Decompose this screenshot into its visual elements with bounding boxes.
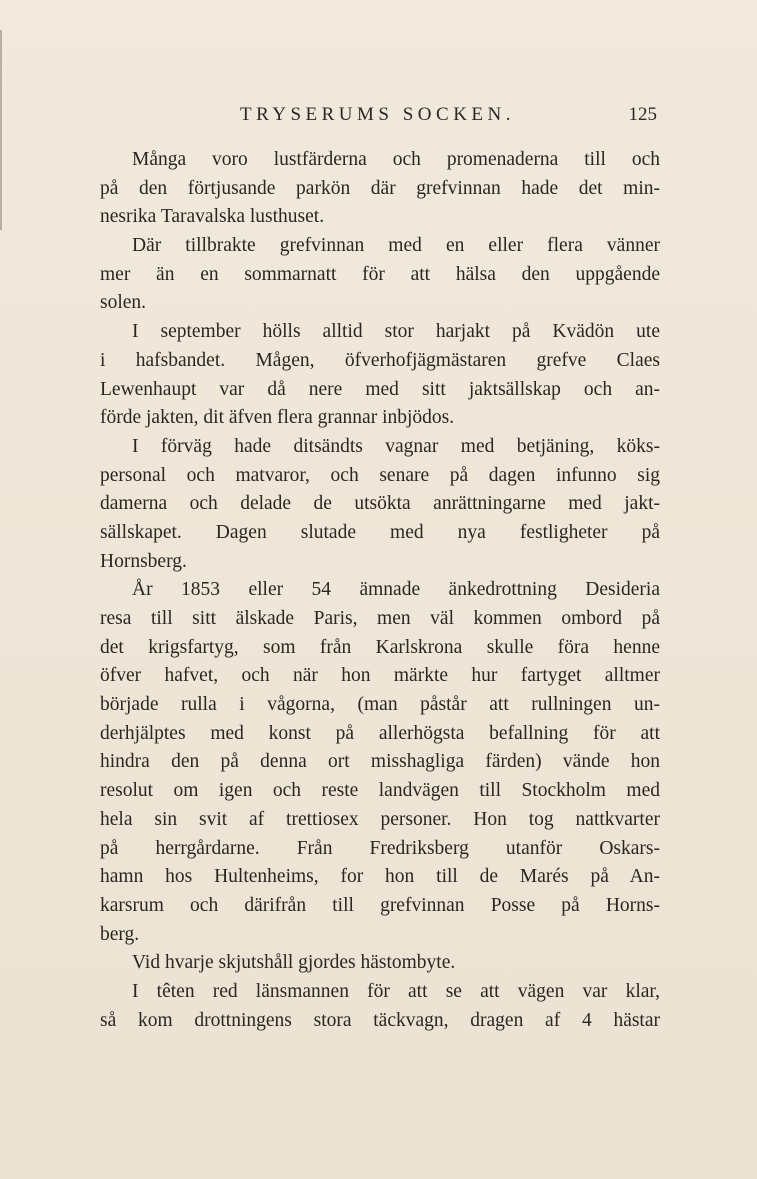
text-line: nesrika Taravalska lusthuset. [100, 206, 325, 228]
text-line: mer än en sommarnatt för att hälsa den uppgående [100, 263, 660, 285]
text-line: det krigsfartyg, som från Karlskrona skulle föra henne [100, 636, 660, 658]
page-number: 125 [628, 104, 657, 125]
text-line: öfver hafvet, och när hon märkte hur fartyget alltmer [100, 665, 660, 687]
text-line: sällskapet. Dagen slutade med nya festligheter på [100, 521, 660, 543]
running-head: TRYSERUMS SOCKEN. [240, 104, 515, 125]
text-line: personal och matvaror, och senare på dagen infunno sig [100, 464, 660, 486]
text-line: förde jakten, dit äfven flera grannar inbjödos. [100, 407, 455, 429]
text-line: berg. [100, 923, 140, 945]
text-line: damerna och delade de utsökta anrättningarne med jakt- [100, 493, 660, 515]
body-text [100, 146, 660, 1035]
text-line: karsrum och därifrån till grefvinnan Posse på Horns- [100, 894, 660, 916]
text-line: derhjälptes med konst på allerhögsta befallning för att [100, 722, 660, 744]
text-line: Hornsberg. [100, 550, 187, 572]
text-line: Där tillbrakte grefvinnan med en eller flera vänner [132, 235, 660, 257]
text-line: År 1853 eller 54 ämnade änkedrottning Desideria [132, 579, 660, 601]
text-line: började rulla i vågorna, (man påstår att rullningen un- [100, 694, 660, 716]
text-line: resa till sitt älskade Paris, men väl kommen ombord på [100, 608, 660, 629]
page-header [100, 104, 657, 132]
text-line: Lewenhaupt var då nere med sitt jaktsällskap och an- [100, 378, 660, 400]
text-line: Många voro lustfärderna och promenaderna till och [132, 149, 660, 170]
text-line: Vid hvarje skjutshåll gjordes hästombyte. [132, 952, 456, 974]
text-line: I têten red länsmannen för att se att vägen var klar, [132, 980, 660, 1002]
text-line: på den förtjusande parkön där grefvinnan hade det min- [100, 177, 660, 199]
text-line: så kom drottningens stora täckvagn, dragen af 4 hästar [100, 1009, 660, 1031]
text-line: i hafsbandet. Mågen, öfverhofjägmästaren grefve Claes [100, 349, 660, 371]
text-line: hindra den på denna ort misshagliga färden) vände hon [100, 751, 660, 773]
text-line: hela sin svit af trettiosex personer. Hon tog nattkvarter [100, 808, 660, 830]
text-line: solen. [100, 292, 147, 314]
text-line: hamn hos Hultenheims, for hon till de Marés på An- [100, 866, 660, 888]
text-line: resolut om igen och reste landvägen till Stockholm med [100, 780, 660, 802]
page-edge-shadow [0, 30, 2, 230]
text-line: I förväg hade ditsändts vagnar med betjäning, köks- [132, 435, 660, 457]
text-line: på herrgårdarne. Från Fredriksberg utanför Oskars- [100, 837, 660, 859]
text-line: I september hölls alltid stor harjakt på Kvädön ute [132, 321, 660, 343]
